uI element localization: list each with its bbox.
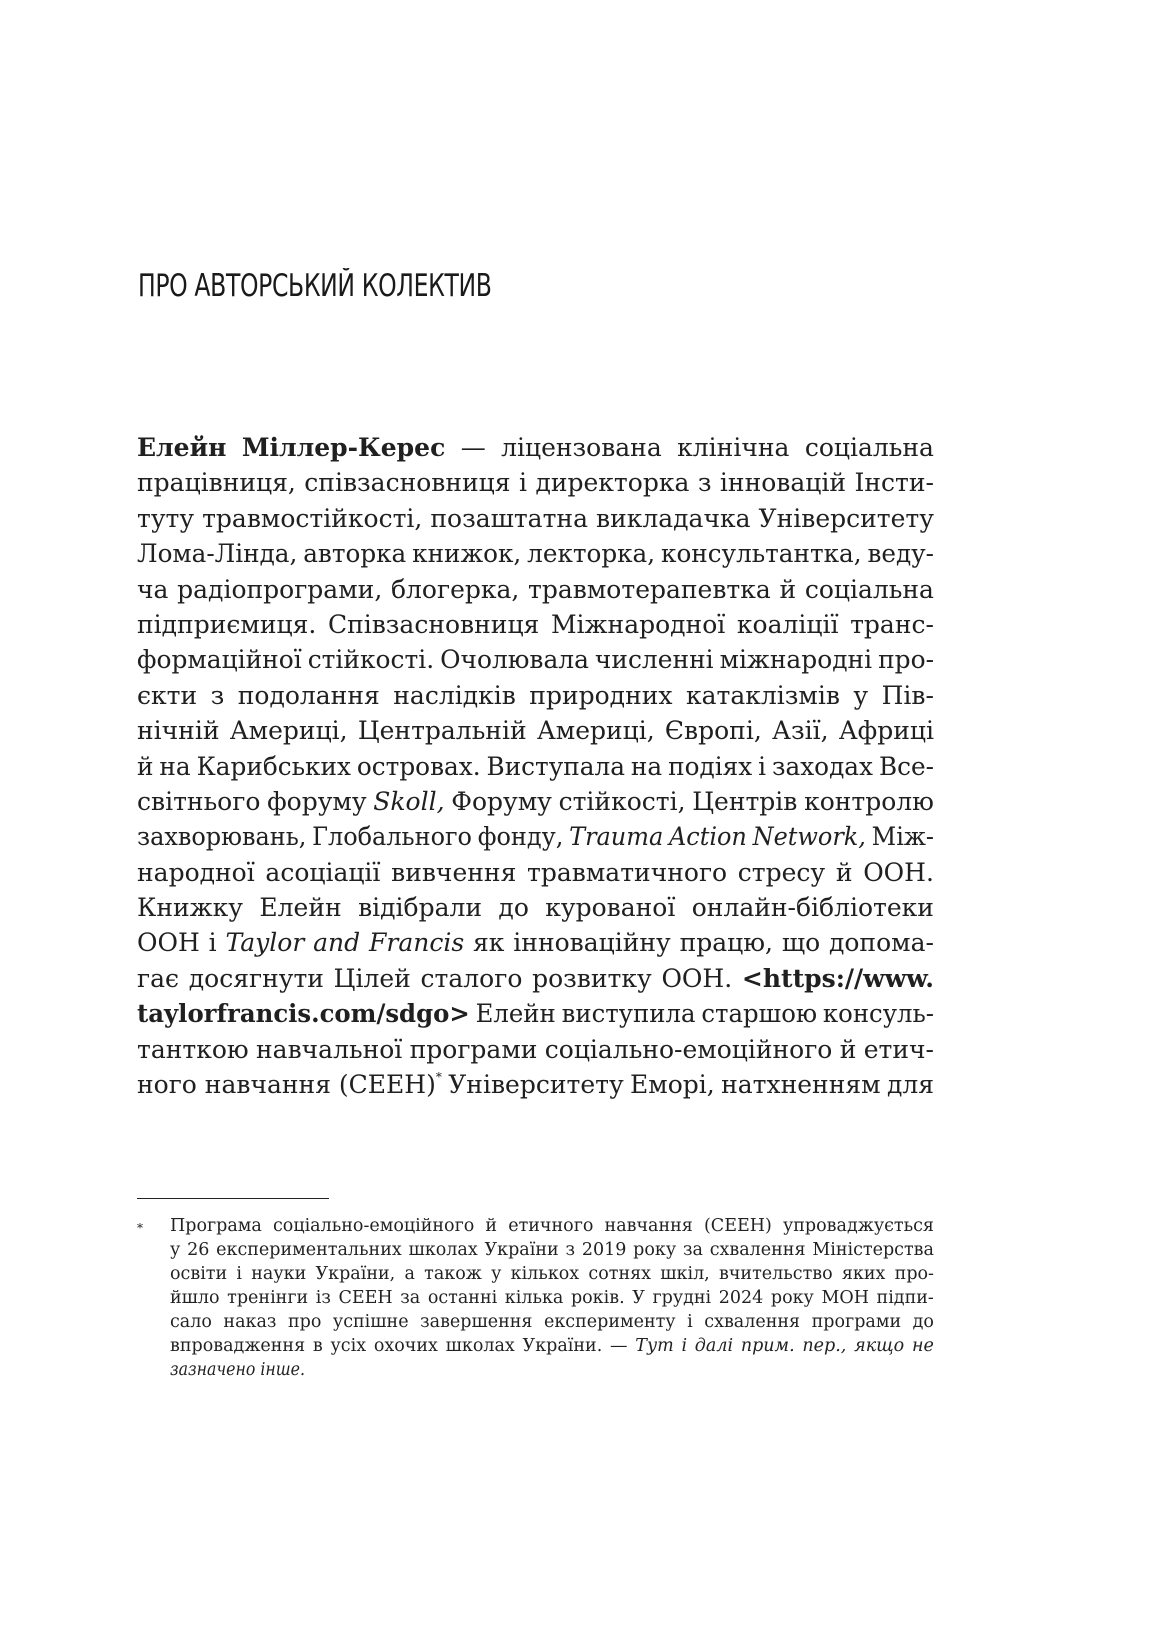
text-segment: численні	[594, 645, 714, 675]
text-segment: що	[781, 928, 821, 958]
text-line	[137, 890, 934, 925]
text-segment: старшою	[701, 999, 818, 1029]
text-segment: кілька	[504, 1288, 564, 1308]
section-heading: ПРО АВТОРСЬКИЙ КОЛЕКТИВ	[138, 268, 492, 304]
text-segment: травматичного	[527, 857, 728, 887]
text-segment: ного навчання (СЕЕН)	[137, 1070, 436, 1100]
italic-note: далі	[694, 1336, 734, 1356]
footnote-line	[170, 1238, 934, 1262]
text-segment: на	[159, 751, 191, 781]
text-segment: стійкості,	[558, 786, 686, 816]
italic-note: зазначено інше.	[170, 1360, 305, 1380]
text-segment: травмостійкості,	[202, 503, 423, 533]
text-segment: Африці	[838, 716, 934, 746]
text-line	[137, 536, 934, 571]
text-segment: вивчення	[391, 857, 517, 887]
footnote-line	[170, 1310, 934, 1334]
text-line	[137, 642, 934, 677]
author-bio-paragraph	[137, 430, 934, 1102]
text-segment: подіях	[668, 751, 753, 781]
text-segment: катаклізмів	[685, 680, 840, 710]
text-segment: Еморі,	[630, 1070, 715, 1100]
text-segment: Все-	[878, 751, 934, 781]
text-segment: Лома-Лінда,	[137, 539, 298, 569]
text-segment: МОН	[821, 1288, 869, 1308]
author-name: Елейн	[137, 433, 227, 462]
text-segment: і	[519, 468, 527, 498]
text-segment: соціальна	[804, 433, 934, 462]
text-segment: програми	[811, 1312, 902, 1332]
text-segment: Пів-	[881, 680, 934, 710]
italic-term: Action	[669, 822, 747, 852]
text-segment: Центрів	[692, 786, 798, 816]
text-segment: світнього	[137, 786, 261, 816]
text-line	[137, 501, 934, 536]
text-segment: соціально-емоційного	[544, 1034, 833, 1064]
text-segment: на	[630, 751, 663, 781]
text-segment: України.	[522, 1336, 603, 1356]
text-line	[137, 961, 934, 996]
text-segment: онлайн-бібліотеки	[691, 893, 934, 923]
text-segment: (СЕЕН)	[703, 1216, 772, 1236]
text-line	[137, 819, 934, 854]
italic-note: і	[681, 1336, 688, 1356]
text-segment: й	[835, 857, 853, 887]
text-segment: експериментальних	[216, 1240, 402, 1260]
text-segment: року	[633, 1240, 677, 1260]
footnote-line	[170, 1214, 934, 1238]
text-segment: підпи-	[876, 1288, 934, 1308]
text-segment: сталого	[420, 963, 523, 993]
text-segment: ООН.	[661, 963, 733, 993]
italic-term: Taylor	[225, 928, 305, 958]
text-segment: ООН	[137, 928, 200, 958]
text-segment	[137, 1067, 442, 1102]
text-segment: Між-	[871, 822, 934, 852]
text-segment: коаліції	[736, 609, 839, 639]
text-segment: сало	[170, 1312, 212, 1332]
text-segment: тренінги	[227, 1288, 309, 1308]
text-segment: етичного	[508, 1216, 594, 1236]
text-segment: стресу	[737, 857, 826, 887]
text-segment: допома-	[828, 928, 934, 958]
text-segment: працівниця,	[137, 468, 296, 498]
text-segment: схвалення	[704, 1312, 801, 1332]
text-segment: консуль-	[822, 999, 934, 1029]
text-segment: інновацій	[719, 468, 846, 498]
text-segment: відібрали	[358, 893, 483, 923]
text-segment: соціально-емоційного	[272, 1216, 475, 1236]
text-segment: України,	[315, 1264, 396, 1284]
text-segment: завершення	[420, 1312, 533, 1332]
text-segment: з	[565, 1240, 576, 1260]
text-segment: Америці,	[536, 716, 655, 746]
url-link[interactable]: <https://www.	[741, 963, 934, 993]
text-segment: радіопрограми,	[177, 574, 383, 604]
text-segment: у	[853, 680, 869, 710]
text-segment: директорка	[535, 468, 690, 498]
text-segment: Університету	[758, 503, 934, 533]
text-segment: асоціації	[265, 857, 381, 887]
footnote-divider	[137, 1198, 329, 1199]
text-line	[137, 713, 934, 748]
text-segment: консультантка,	[661, 539, 862, 569]
text-line	[137, 749, 934, 784]
text-segment: яких	[841, 1264, 886, 1284]
text-segment: сотнях	[588, 1264, 652, 1284]
text-segment: Карибських	[196, 751, 351, 781]
text-segment: для	[886, 1070, 934, 1100]
text-segment: охочих	[373, 1336, 438, 1356]
text-segment: курованої	[545, 893, 676, 923]
text-segment: й	[839, 1034, 857, 1064]
text-segment: Центральній	[357, 716, 527, 746]
italic-term: Network,	[752, 822, 866, 852]
footnote-reference[interactable]: *	[435, 1070, 442, 1085]
text-segment: Програма	[170, 1216, 262, 1236]
text-segment: книжок,	[412, 539, 522, 569]
text-segment: експерименту	[544, 1312, 676, 1332]
text-segment: Інсти-	[854, 468, 934, 498]
text-segment: нічній	[137, 716, 220, 746]
text-segment: розвитку	[532, 963, 652, 993]
footnote-line	[170, 1262, 934, 1286]
text-segment: з	[697, 468, 712, 498]
text-segment: Книжку	[137, 893, 244, 923]
text-segment: островах.	[356, 751, 481, 781]
text-segment: 26	[187, 1240, 210, 1260]
text-segment: лекторка,	[527, 539, 656, 569]
text-segment: Глобального	[312, 822, 472, 852]
text-segment: років.	[570, 1288, 625, 1308]
text-segment: Європі,	[664, 716, 762, 746]
text-segment: за	[682, 1240, 703, 1260]
text-segment: підприємиця.	[137, 609, 317, 639]
author-name: Міллер-Керес	[241, 433, 446, 462]
text-segment: танткою	[137, 1034, 249, 1064]
italic-note: прим.	[740, 1336, 795, 1356]
text-segment: туту	[137, 503, 195, 533]
text-segment: про-	[878, 645, 934, 675]
text-segment: СЕЕН	[338, 1288, 393, 1308]
text-segment: авторка	[303, 539, 407, 569]
text-line	[137, 784, 934, 819]
text-segment: до	[912, 1312, 934, 1332]
text-segment: до	[498, 893, 529, 923]
italic-term: Skoll,	[373, 786, 445, 816]
text-segment: кількох	[510, 1264, 580, 1284]
text-segment: Міжнародної	[550, 609, 726, 639]
text-segment: наказ	[223, 1312, 277, 1332]
text-segment: У	[632, 1288, 645, 1308]
url-link[interactable]: taylorfrancis.com/sdgo>	[137, 999, 470, 1029]
text-line	[137, 465, 934, 500]
text-segment: ООН.	[863, 857, 934, 887]
text-segment: контролю	[804, 786, 934, 816]
text-segment: інноваційну	[513, 928, 671, 958]
text-segment: веду-	[867, 539, 934, 569]
italic-term: Francis	[369, 928, 465, 958]
text-line	[137, 572, 934, 607]
text-line	[137, 1067, 934, 1102]
text-segment: етич-	[863, 1034, 934, 1064]
text-segment: ліцензована	[501, 433, 662, 462]
text-segment: наслідків	[393, 680, 516, 710]
text-segment: усіх	[330, 1336, 367, 1356]
text-segment: Виступала	[486, 751, 625, 781]
text-segment: 2019	[581, 1240, 627, 1260]
text-segment: і	[208, 928, 217, 958]
text-segment: про-	[894, 1264, 934, 1284]
text-segment: Співзасновниця	[327, 609, 540, 639]
text-segment: травмотерапевтка	[528, 574, 771, 604]
text-segment: Азії,	[772, 716, 829, 746]
text-segment: також	[424, 1264, 482, 1284]
text-segment: й	[485, 1216, 498, 1236]
text-segment: шкіл,	[660, 1264, 710, 1284]
text-segment: освіти	[170, 1264, 228, 1284]
text-segment: клінічна	[677, 433, 790, 462]
text-line	[137, 607, 934, 642]
text-segment: —	[460, 433, 486, 462]
text-line	[137, 430, 934, 465]
text-segment: блогерка,	[390, 574, 520, 604]
text-segment: Міністерства	[812, 1240, 934, 1260]
text-segment: останні	[427, 1288, 498, 1308]
text-line	[137, 1032, 934, 1067]
text-segment: —	[610, 1336, 628, 1356]
text-segment: навчання	[604, 1216, 693, 1236]
text-segment: формаційної	[137, 645, 302, 675]
text-segment: фонду,	[477, 822, 564, 852]
text-segment: єкти	[137, 680, 198, 710]
text-segment: й	[779, 574, 797, 604]
text-segment: досягнути	[188, 963, 324, 993]
text-segment: викладачка	[596, 503, 751, 533]
italic-term: and	[313, 928, 361, 958]
text-segment: форуму	[267, 786, 367, 816]
text-segment: народної	[137, 857, 255, 887]
italic-term: Trauma	[569, 822, 664, 852]
text-segment: Америці,	[229, 716, 348, 746]
text-segment: школах	[408, 1240, 478, 1260]
text-segment: співзасновниця	[304, 468, 511, 498]
text-segment: а	[404, 1264, 415, 1284]
text-segment: вчительство	[719, 1264, 833, 1284]
text-segment: з	[210, 680, 225, 710]
text-segment: і	[687, 1312, 693, 1332]
text-segment: й	[137, 751, 154, 781]
text-segment: Елейн	[475, 999, 556, 1029]
text-segment: в	[312, 1336, 323, 1356]
text-segment: працю,	[679, 928, 773, 958]
text-segment: за	[400, 1288, 421, 1308]
text-segment: позаштатна	[430, 503, 588, 533]
text-segment: із	[315, 1288, 331, 1308]
text-segment: транс-	[850, 609, 934, 639]
text-segment: упроваджується	[782, 1216, 934, 1236]
text-segment: міжнародні	[719, 645, 873, 675]
footnote-line	[170, 1286, 934, 1310]
text-segment: навчальної	[256, 1034, 403, 1064]
text-segment: Цілей	[333, 963, 411, 993]
text-segment: гає	[137, 963, 180, 993]
italic-note: якщо	[854, 1336, 905, 1356]
text-segment: натхненням	[721, 1070, 881, 1100]
text-segment: подолання	[237, 680, 380, 710]
text-line	[137, 996, 934, 1031]
text-segment: природних	[529, 680, 673, 710]
text-segment: захворювань,	[137, 822, 307, 852]
text-segment: успішне	[332, 1312, 409, 1332]
text-line	[137, 855, 934, 890]
text-segment: року	[770, 1288, 814, 1308]
text-segment: впровадження	[170, 1336, 306, 1356]
text-line	[137, 678, 934, 713]
footnote-text	[170, 1214, 934, 1382]
text-segment: програми	[409, 1034, 538, 1064]
text-segment: Форуму	[451, 786, 552, 816]
text-segment: і	[758, 751, 767, 781]
italic-note: не	[911, 1336, 934, 1356]
italic-note: пер.,	[802, 1336, 847, 1356]
text-segment: ча	[137, 574, 169, 604]
text-segment: про	[287, 1312, 322, 1332]
text-segment: виступила	[561, 999, 696, 1029]
text-segment: і	[236, 1264, 242, 1284]
footnote-line	[170, 1334, 934, 1358]
text-segment: грудні	[652, 1288, 712, 1308]
text-segment: 2024	[718, 1288, 764, 1308]
text-segment: Очолювала	[440, 645, 589, 675]
text-segment: у	[491, 1264, 502, 1284]
text-segment: науки	[251, 1264, 307, 1284]
text-segment: у	[170, 1240, 181, 1260]
text-segment: йшло	[170, 1288, 220, 1308]
text-segment: Елейн	[259, 893, 342, 923]
italic-note: Тут	[635, 1336, 674, 1356]
footnote-line	[170, 1358, 858, 1382]
text-segment: соціальна	[804, 574, 934, 604]
text-segment: Університету	[448, 1070, 624, 1100]
text-segment: школах	[445, 1336, 515, 1356]
text-segment: схвалення	[709, 1240, 806, 1260]
text-segment: стійкості.	[307, 645, 435, 675]
footnote-mark: *	[137, 1221, 143, 1235]
text-line	[137, 925, 934, 960]
text-segment: України	[484, 1240, 559, 1260]
text-segment: як	[473, 928, 505, 958]
text-segment: заходах	[771, 751, 874, 781]
